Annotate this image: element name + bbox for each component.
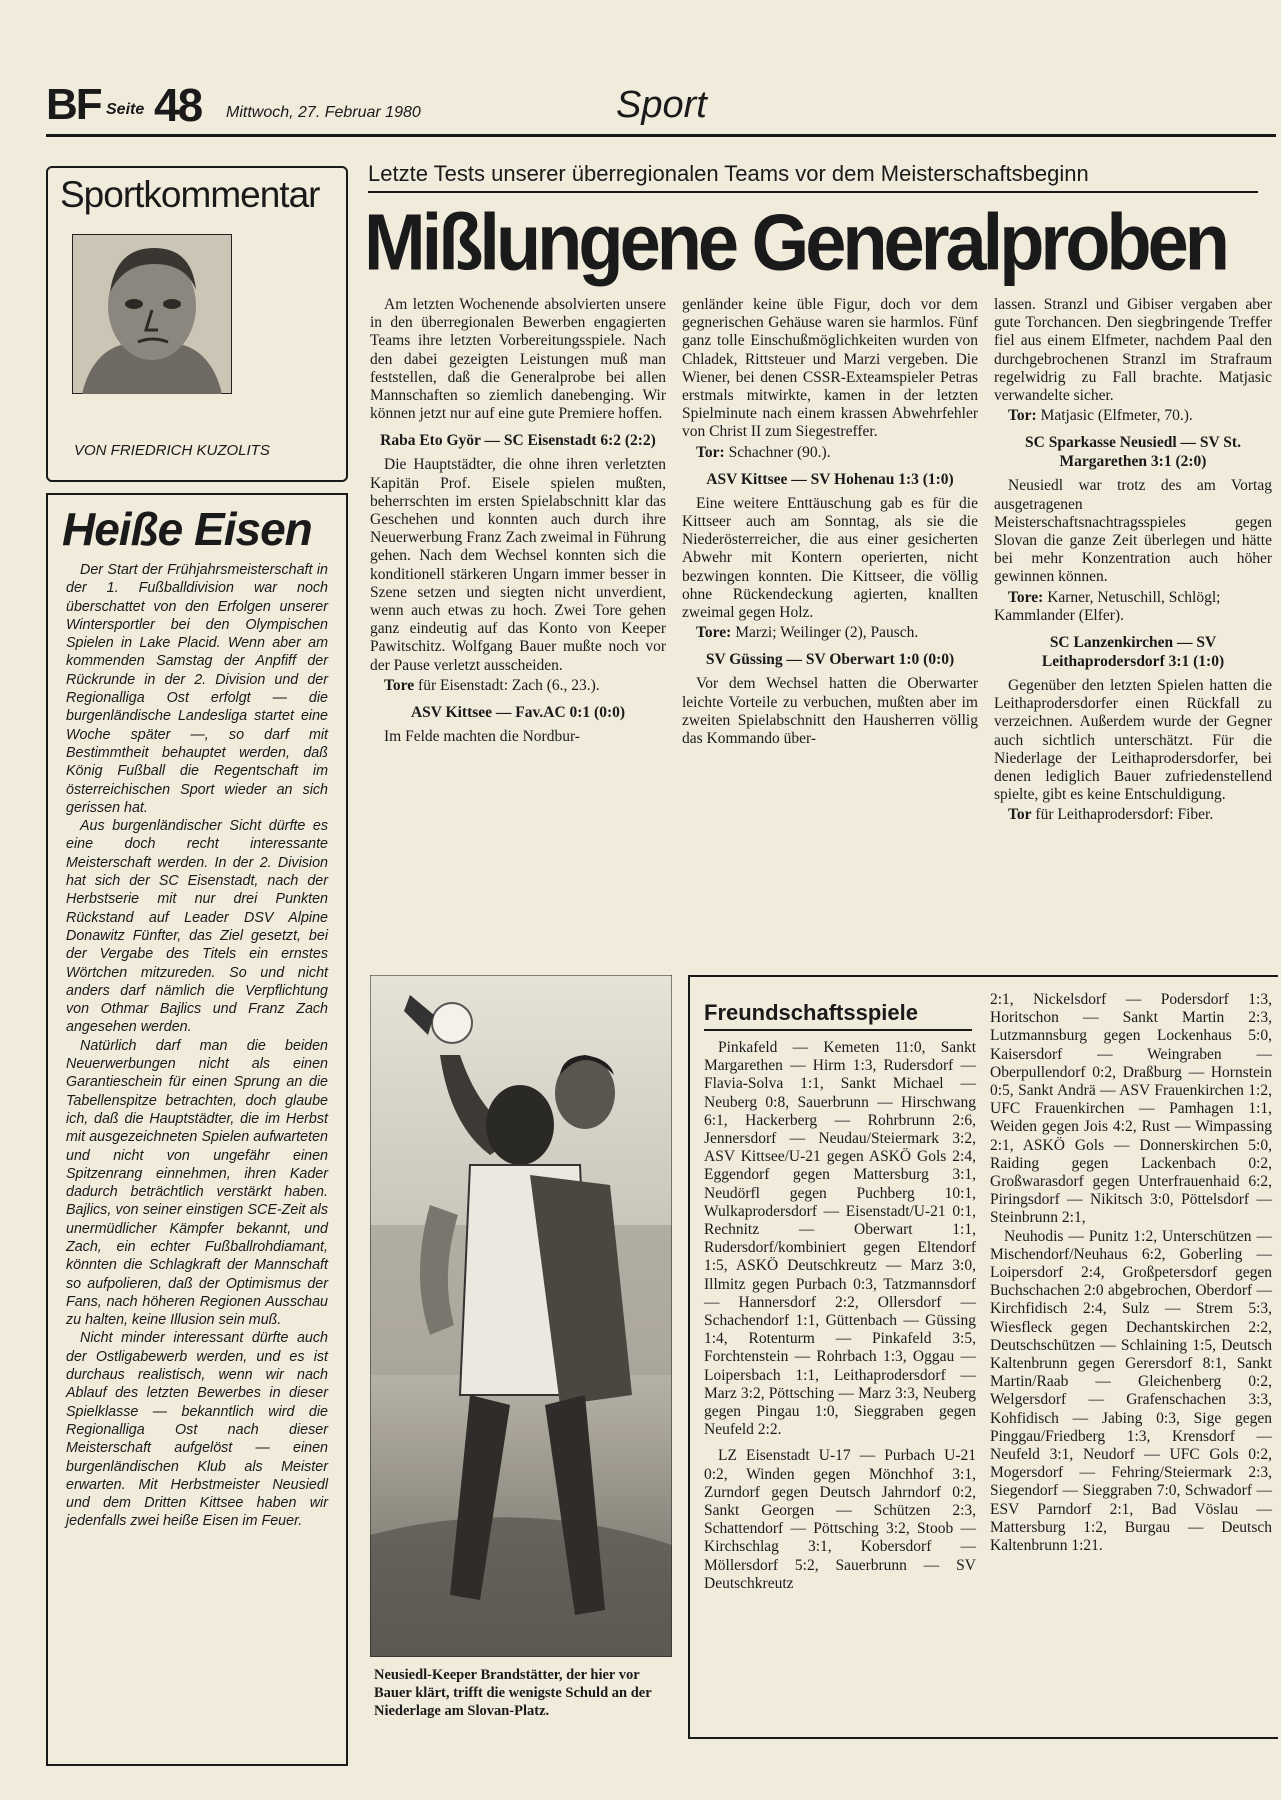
goal-text: für Leithaprodersdorf: Fiber.: [1035, 806, 1214, 824]
kommentar-title: Sportkommentar: [60, 174, 320, 215]
masthead-section: Sport: [616, 84, 707, 126]
goal-text: Matjasic (Elfmeter, 70.).: [1040, 407, 1193, 425]
goal-scorers: [682, 444, 978, 462]
match-heading: SV Güssing — SV Oberwart 1:0 (0:0): [705, 651, 955, 669]
goal-label: Tore: [384, 676, 415, 694]
match-report: Gegenüber den letzten Spielen hatten die Leithaprodersdorfer einen Rückfall zu verzeichnen. Außerdem wurde der Gegner auch sichtlich unterschätzt. Für die Niederlage der Leithaprodersdorfer, bei denen lediglich Bauer zufriedenstellend spielte, gibt es keine Entschuldigung.: [994, 677, 1272, 804]
masthead-seite-label: Seite: [106, 101, 145, 118]
kommentar-column: [46, 493, 348, 1766]
match-report: Im Felde machten die Nordbur-: [384, 728, 580, 746]
article-kicker: Letzte Tests unserer überregionalen Teams vor dem Meisterschaftsbeginn: [368, 161, 1089, 186]
match-report: Die Hauptstädter, die ohne ihren verletzten Kapitän Prof. Eisele spielen mußten, beherrschten im ersten Spielabschnitt klar das Geschehen und konnten auch durch ihre Neuerwerbung Franz Zach zweimal in Führung gehen. Nach dem Wechsel konnten sich die konditionell stärkeren Ungarn immer besser in Szene setzen und siegten nicht unverdient, wenn auch etwas zu hoch. Zwei Tore gehen ganz eindeutig auf das Konto von Keeper Pawitschitz. Wolfgang Bauer mußte noch vor der Pause verletzt ausscheiden.: [370, 456, 666, 674]
article-headline: Mißlungene Generalproben: [364, 197, 1226, 287]
kommentar-author: VON FRIEDRICH KUZOLITS: [74, 442, 270, 459]
kommentar-paragraph: Aus burgenländischer Sicht dürfte es eine doch recht interessante Meisterschaft werden. In der 2. Division hat sich der SC Eisenstadt, nach der Herbstserie mit nur drei Punkten Rückstand auf Leader DSV Alpine Donawitz Fünfter, das Ziel gesetzt, bei der Vergabe des Titels ein ernstes Wörtchen mitzureden. So und nicht anders darf nämlich die Verpflichtung von Othmar Bajlics und Franz Zach angesehen werden.: [66, 818, 328, 1036]
article-column-1: [370, 296, 666, 748]
goal-scorers: [370, 677, 666, 695]
article-intro: Am letzten Wochenende absolvierten unsere in den überregionalen Bewerben engagierten Teams ihre letzten Vorbereitungsspiele. Nach den dabei gezeigten Leistungen muß man feststellen, daß die Generalprobe bei allen Mannschaften so ziemlich danebenging. Wir können jetzt nur auf eine gute Premiere hoffen.: [370, 296, 666, 423]
goal-scorers: [994, 407, 1272, 425]
freundschaft-column-2: [990, 991, 1272, 1555]
goal-text: Schachner (90.).: [728, 443, 831, 461]
kicker-rule: [368, 191, 1258, 193]
article-column-3: [994, 296, 1272, 827]
match-heading: SC Lanzenkirchen — SV Leithaprodersdorf 3:1 (1:0): [1041, 634, 1225, 671]
goal-scorers: [994, 806, 1272, 824]
freundschaft-column-1: [704, 1039, 976, 1593]
match-report: genländer keine üble Figur, doch vor dem gegnerischen Gehäuse waren sie harmlos. Fünf ganz tolle Einschußmöglichkeiten wurden von Chladek, Rittsteuer und Marzi vergeben. Die Wiener, bei denen CSSR-Exteamspieler Petras erstmals mitwirkte, kamen in der letzten Spielminute nach einem krassen Abwehrfehler von Christ II zum Siegestreffer.: [682, 296, 978, 441]
masthead-date: Mittwoch, 27. Februar 1980: [226, 104, 421, 121]
goal-scorers: [994, 589, 1272, 625]
kommentar-paragraph: Der Start der Frühjahrsmeisterschaft in der 1. Fußballdivision war noch überschattet von den Erfolgen unserer Wintersportler bei den Olympischen Spielen in Lake Placid. Wenn aber am kommenden Samstag der Anpfiff der Rückrunde in der 2. Division und der Regionalliga Ost erfolgt — die burgenländische Landesliga startet eine Woche später —, so darf mit Bestimmtheit behauptet werden, daß König Fußball die Regentschaft im österreichischen Sport wieder an sich gerissen hat.: [66, 562, 328, 816]
goal-label: Tore:: [1008, 588, 1044, 606]
match-report: Neusiedl war trotz des am Vortag ausgetragenen Meisterschaftsnachtragsspieles gegen Slovan die ganze Zeit überlegen und hätte bei mehr Konzentration auch höher gewinnen können.: [994, 477, 1272, 586]
results-paragraph: Neuhodis — Punitz 1:2, Unterschützen — Mischendorf/Neuhaus 6:2, Goberling — Loipersdorf 2:4, Großpetersdorf gegen Buchschachen 2:0 abgebrochen, Oberdorf — Kirchfidisch 2:4, Sulz — Strem 5:3, Wiesfleck gegen Dechantskirchen 2:2, Deutschschützen — Schlaining 1:5, Deutsch Kaltenbrunn gegen Gerersdorf 8:1, Sankt Martin/Raab — Gleichenberg 0:2, Welgersdorf — Grafenschachen 3:3, Kohfidisch — Jabing 0:3, Sige gegen Pinggau/Friedberg 1:3, Krensdorf — Neufeld 3:1, Neudorf — UFC Gols 0:2, Mogersdorf — Fehring/Steiermark 2:3, Siegendorf — Sieggraben 7:0, Schwadorf — ESV Parndorf 2:1, Bad Vöslau — Mattersburg 1:2, Burgau — Deutsch Kaltenbrunn 1:21.: [990, 1227, 1272, 1555]
freundschaft-title: Freundschaftsspiele: [704, 1000, 918, 1025]
match-heading: SC Sparkasse Neusiedl — SV St. Margarethen 3:1 (2:0): [1025, 434, 1241, 471]
goal-text: für Eisenstadt: Zach (6., 23.).: [418, 676, 600, 694]
match-heading: ASV Kittsee — SV Hohenau 1:3 (1:0): [706, 470, 954, 488]
author-portrait: [72, 234, 232, 394]
masthead-rule: [46, 134, 1276, 137]
kommentar-paragraph: Nicht minder interessant dürfte auch der Ostligabewerb werden, und es ist durchaus realistisch, wenn wir nach Ablauf des letzten Bewerbes in dieser Spielklasse — bekanntlich wird die Regionalliga Ost nach dieser Meisterschaft aufgelöst — einen burgenländischen Klub als Meister erwarten. Mit Herbstmeister Neusiedl und dem Dritten Kittsee haben wir jedenfalls zwei heiße Eisen im Feuer.: [66, 1330, 328, 1530]
kommentar-box: [46, 166, 348, 482]
photo-caption: Neusiedl-Keeper Brandstätter, der hier vor Bauer klärt, trifft die wenigste Schuld an der Niederlage am Slovan-Platz.: [374, 1667, 652, 1719]
results-paragraph: 2:1, Nickelsdorf — Podersdorf 1:3, Horitschon — Sankt Martin 2:3, Lutzmannsburg gegen Lockenhaus 5:0, Kaisersdorf — Weingraben — Oberpullendorf 0:2, Draßburg — Hornstein 0:5, Sankt Andrä — ASV Frauenkirchen 1:2, UFC Frauenkirchen — Pamhagen 1:1, Weiden gegen Jois 4:2, Rust — Wimpassing 2:1, ASKÖ Gols — Donnerskirchen 5:0, Raiding gegen Lackenbach 0:2, Großwarasdorf gegen Unterfrauenhaid 6:2, Piringsdorf — Nikitsch 3:0, Pöttelsdorf — Steinbrunn 2:1,: [990, 991, 1272, 1227]
goal-label: Tore:: [696, 624, 732, 642]
masthead-logo: BF: [46, 80, 101, 129]
match-heading: ASV Kittsee — Fav.AC 0:1 (0:0): [410, 704, 626, 722]
article-column-2: [682, 296, 978, 750]
kommentar-paragraph: Natürlich darf man die beiden Neuerwerbungen nicht als einen Garantieschein für einen Sprung an die Tabellenspitze betrachten, doch glaube ich, daß die Hauptstädter, die im Herbst mit ausgezeichneten Spielen aufwarteten und nicht von ungefähr einen Spitzenrang einnehmen, ihren Kader dadurch beträchtlich verstärkt haben. Bajlics, von seiner einstigen SCE-Zeit als unermüdlicher Kämpfer bekannt, und Zach, ein echter Fußballrohdiamant, könnten die Schlagkraft der Mannschaft so aufpolieren, daß der Optimismus der Fans, nach höheren Regionen Ausschau zu halten, keine Illusion sein muß.: [66, 1037, 328, 1329]
goal-scorers: [682, 624, 978, 642]
match-report: Eine weitere Enttäuschung gab es für die Kittseer auch am Sonntag, als sie die Niederösterreicher, die aus einer gesicherten Abwehr mit Kontern operierten, nicht bezwingen konnten. Die Kittseer, die völlig ohne Rückendeckung agierten, knallten zweimal gegen Holz.: [682, 494, 978, 622]
kommentar-heading: Heiße Eisen: [62, 503, 312, 555]
goal-label: Tor: [1008, 806, 1032, 824]
match-report: Vor dem Wechsel hatten die Oberwarter leichte Vorteile zu verbuchen, mußten aber im zweiten Spielabschnitt den Hausherren völlig das Kommando über-: [682, 675, 978, 748]
goal-label: Tor:: [696, 443, 725, 461]
masthead-page-number: 48: [154, 79, 202, 131]
goal-label: Tor:: [1008, 407, 1037, 425]
results-paragraph: Pinkafeld — Kemeten 11:0, Sankt Margarethen — Hirm 1:3, Rudersdorf — Flavia-Solva 1:1, Sankt Michael — Neuberg 0:8, Sauerbrunn — Hirschwang 6:1, Hackerberg — Rohrbrunn 2:6, Jennersdorf — Neudau/Steiermark 3:2, ASV Kittsee/U-21 gegen ASKÖ Gols 2:4, Eggendorf gegen Mattersburg 3:1, Neudörfl gegen Puchberg 10:1, Wulkaprodersdorf — Eisenstadt/U-21 0:1, Rechnitz — Oberwart 1:1, Rudersdorf/kombiniert gegen Eltendorf 1:5, ASKÖ Deutschkreutz — Marz 3:0, Illmitz gegen Purbach 0:3, Tatzmannsdorf — Hannersdorf 2:2, Ollersdorf — Schachendorf 1:1, Güttenbach — Güssing 1:4, Rotenturm — Pinkafeld 3:5, Forchtenstein — Rohrbach 1:3, Oggau — Loipersbach 1:1, Leithaprodersdorf — Marz 3:2, Pöttsching — Marz 3:3, Neuberg gegen Pingau 1:0, Sieggraben gegen Neufeld 2:2.: [704, 1039, 976, 1439]
goal-text: Karner, Netuschill, Schlögl; Kammlander (Elfer).: [994, 588, 1221, 624]
match-photo: [370, 975, 672, 1657]
results-paragraph: LZ Eisenstadt U-17 — Purbach U-21 0:2, Winden gegen Mönchhof 3:1, Zurndorf gegen Deutsch Jahrndorf 0:2, Sankt Georgen — Schützen 2:3, Schattendorf — Pöttsching 3:2, Stoob — Kirchschlag 3:1, Kobersdorf — Möllersdorf 5:2, Sauerbrunn — SV Deutschkreutz: [704, 1447, 976, 1592]
match-report: lassen. Stranzl und Gibiser vergaben aber gute Torchancen. Den siegbringende Treffer fiel aus einem Elfmeter, nachdem Paal den durchgebrochenen Stranzl im Strafraum regelwidrig zu Fall brachte. Matjasic verwandelte sicher.: [994, 296, 1272, 405]
kommentar-body: [66, 561, 328, 1531]
goal-text: Marzi; Weilinger (2), Pausch.: [735, 624, 919, 642]
match-heading: Raba Eto Györ — SC Eisenstadt 6:2 (2:2): [380, 432, 656, 450]
freundschaft-title-rule: [704, 1029, 972, 1031]
freundschaft-box: [688, 975, 1278, 1739]
